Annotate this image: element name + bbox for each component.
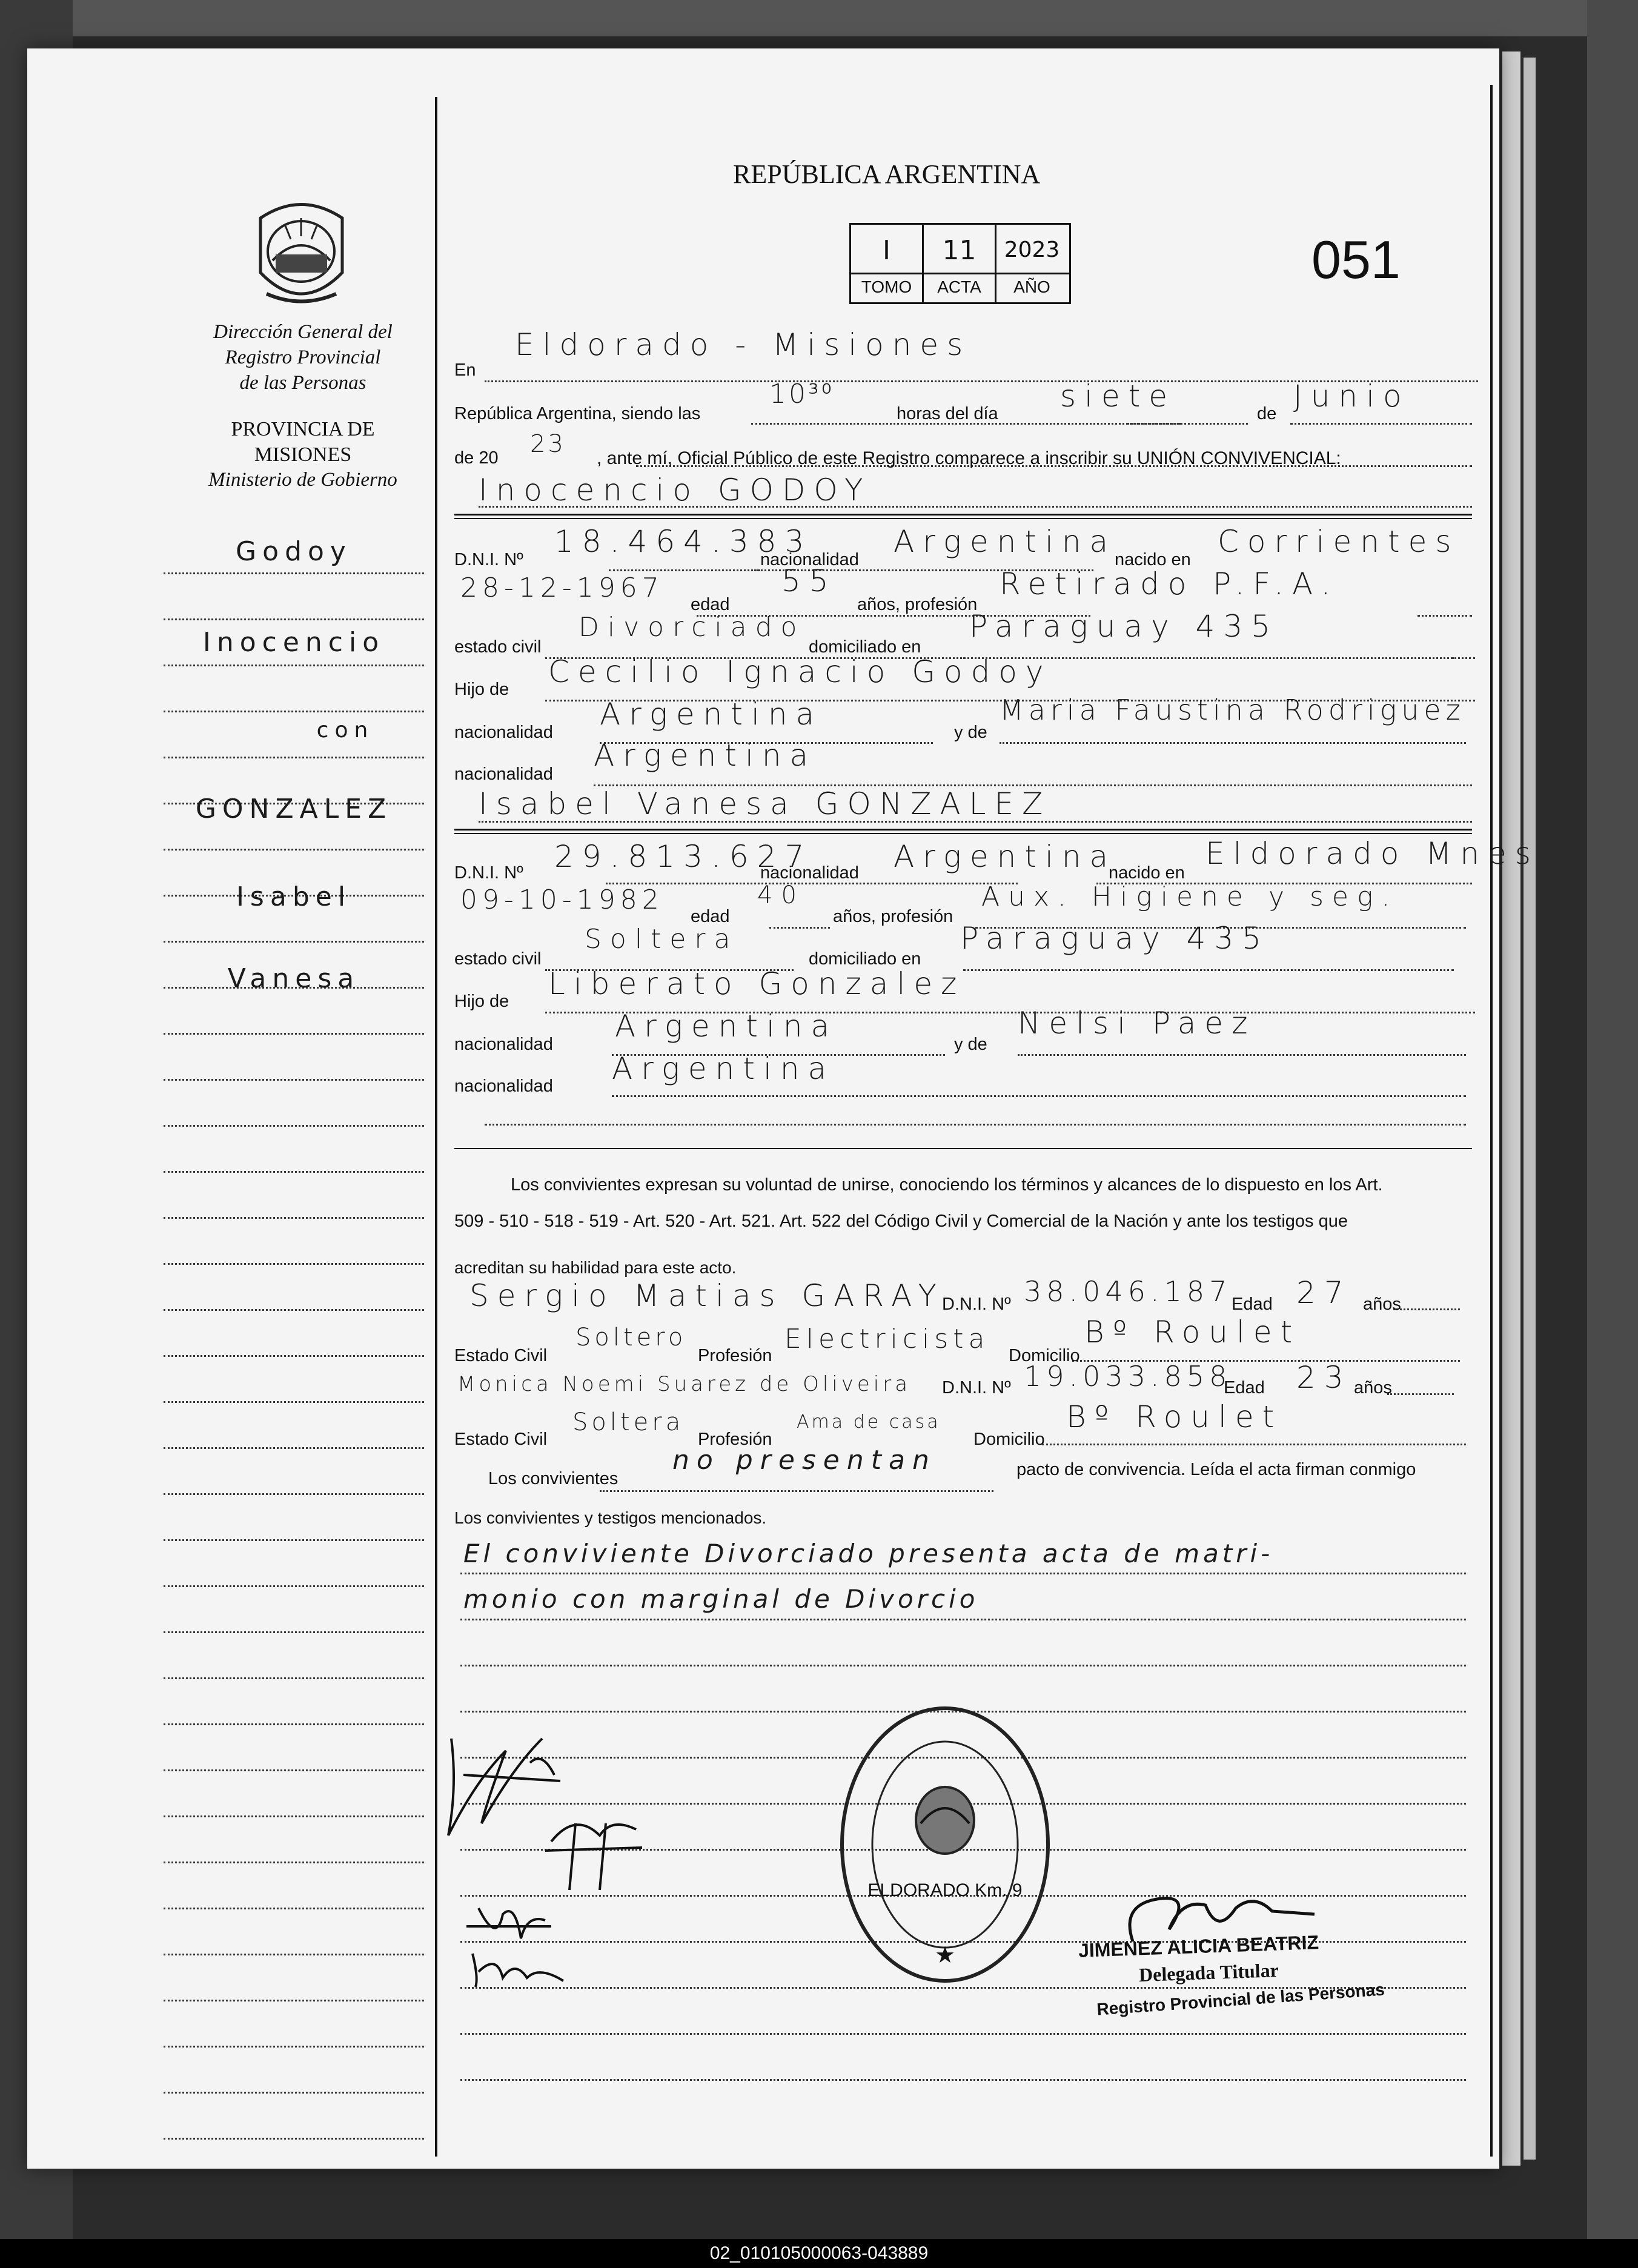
sidebar-dotted-line <box>164 1908 424 1909</box>
ministry-line: Ministerio de Gobierno <box>208 469 397 491</box>
p1-domic-label: domiciliado en <box>809 637 921 657</box>
day-field: siete <box>1060 379 1176 414</box>
fill-dotted-line <box>600 1490 993 1492</box>
p2-nacido-en-field: Eldorado Mnes <box>1205 836 1539 871</box>
fill-dotted-line <box>1387 1393 1454 1395</box>
w1-estado-label: Estado Civil <box>454 1346 548 1365</box>
sidebar-dotted-line <box>164 849 424 850</box>
w2-domicilio-field: Bº Roulet <box>1066 1399 1283 1434</box>
official-title: Delegada Titular <box>1138 1958 1279 1986</box>
p2-domicilio-field: Paraguay 435 <box>960 921 1270 956</box>
acta-value: 11 <box>942 235 976 266</box>
sidebar-dotted-line <box>164 1815 424 1817</box>
sidebar-hw-name-2: Isabel <box>236 881 352 912</box>
sidebar-hw-con: con <box>316 718 374 743</box>
p2-profesion-field: Aux. Higiene y seg. <box>981 881 1399 912</box>
frame-right-line <box>1490 85 1493 2157</box>
agency-line-3: de las Personas <box>239 372 366 394</box>
p1-profesion-label: años, profesión <box>857 595 978 614</box>
separator-2 <box>454 829 1472 831</box>
p1-nac-madre-label: nacionalidad <box>454 764 553 784</box>
w1-dni-field: 38.046.187 <box>1024 1275 1232 1308</box>
sidebar-dotted-line <box>164 2092 424 2094</box>
month-field: Junio <box>1293 379 1410 414</box>
person1-name-field: Inocencio GODOY <box>479 472 872 508</box>
fill-dotted-line <box>1127 423 1181 425</box>
sidebar-hw-surname-2: GONZALEZ <box>195 794 393 824</box>
p1-estado-label: estado civil <box>454 637 542 657</box>
p2-profesion-label: años, profesión <box>833 907 953 926</box>
sidebar-dotted-line <box>164 618 424 620</box>
p1-estado-field: Divorciado <box>579 612 806 643</box>
p1-madre-field: Maria Faustina Rodriguez <box>1000 694 1465 726</box>
fill-dotted-line <box>1018 1054 1466 1056</box>
sidebar-hw-name-3: Vanesa <box>227 963 360 994</box>
separator-3 <box>454 1148 1472 1149</box>
sidebar-dotted-line <box>164 1954 424 1955</box>
p2-nacido-label: nacido en <box>1109 863 1185 883</box>
sidebar-dotted-line <box>164 1493 424 1495</box>
fill-dotted-line <box>460 1619 1466 1620</box>
p1-fecha-nac-field: 28-12-1967 <box>460 572 664 603</box>
de-label: de <box>1257 404 1277 423</box>
p2-estado-field: Soltera <box>585 924 739 955</box>
separator-1b <box>454 518 1472 519</box>
p2-estado-label: estado civil <box>454 949 542 969</box>
sidebar-dotted-line <box>164 665 424 666</box>
fill-dotted-line <box>460 1573 1466 1574</box>
box-divider <box>849 273 1071 274</box>
sidebar-hw-surname-1: Godoy <box>236 536 352 567</box>
page-edge-2 <box>1524 58 1536 2160</box>
p2-nac-madre-label: nacionalidad <box>454 1076 553 1096</box>
w1-domicilio-field: Bº Roulet <box>1084 1315 1301 1350</box>
fill-dotted-line <box>1042 1444 1466 1445</box>
fill-dotted-line <box>460 2033 1466 2035</box>
w2-dni-label: D.N.I. Nº <box>942 1378 1011 1398</box>
frame-left-line <box>435 97 437 2157</box>
w1-edad-field: 27 <box>1296 1275 1352 1310</box>
sidebar-dotted-line <box>164 1677 424 1679</box>
fill-dotted-line <box>1290 423 1472 425</box>
w1-dni-label: D.N.I. Nº <box>942 1295 1011 1314</box>
acta-label: ACTA <box>937 277 981 296</box>
separator-1 <box>454 514 1472 516</box>
page-number: 051 <box>1311 230 1401 290</box>
p1-nac-padre-field: Argentina <box>600 697 823 732</box>
sidebar-dotted-line <box>164 1125 424 1127</box>
fill-dotted-line <box>1393 1308 1460 1310</box>
hour-field: 10³⁰ <box>769 379 835 409</box>
stamp-city: ELDORADO Km. 9 <box>867 1880 1023 1900</box>
p1-nac-madre-field: Argentina <box>594 738 817 773</box>
pacto-label: pacto de convivencia. Leída el acta firman conmigo <box>1016 1460 1416 1479</box>
signature-3-icon <box>460 1896 557 1951</box>
p2-fecha-nac-field: 09-10-1982 <box>460 884 664 915</box>
footer-image-id: 02_010105000063-043889 <box>709 2243 929 2263</box>
p2-dni-field: 29.813.627 <box>554 839 813 874</box>
anio-label: AÑO <box>1013 277 1050 296</box>
en-label: En <box>454 360 476 380</box>
p1-edad-field: 55 <box>781 563 837 598</box>
year-field: 23 <box>530 430 566 458</box>
province-emblem-icon <box>248 194 354 312</box>
registry-stamp-icon <box>836 1702 1054 1987</box>
w1-estado-field: Soltero <box>575 1324 687 1351</box>
official-office: Registro Provincial de las Personas <box>1096 1980 1385 2019</box>
sidebar-dotted-line <box>164 1631 424 1633</box>
fill-dotted-line <box>460 2079 1466 2081</box>
signature-4-icon <box>466 1948 569 1990</box>
p1-padre-field: Cecilio Ignacio Godoy <box>548 654 1052 689</box>
w1-profesion-label: Profesión <box>698 1346 772 1365</box>
w2-profesion-label: Profesión <box>698 1430 772 1449</box>
w2-estado-label: Estado Civil <box>454 1430 548 1449</box>
separator-2b <box>454 833 1472 834</box>
p1-nac-padre-label: nacionalidad <box>454 723 553 742</box>
signature-2-icon <box>539 1805 648 1896</box>
sidebar-dotted-line <box>164 1585 424 1587</box>
legal-text-line-2: 509 - 510 - 518 - 519 - Art. 520 - Art. 521. Art. 522 del Código Civil y Comercial de la Nación y ante los testigos que <box>454 1212 1348 1231</box>
official-name: JIMENEZ ALICIA BEATRIZ <box>1078 1931 1319 1961</box>
province-line-1: PROVINCIA DE <box>231 418 375 440</box>
p2-edad-field: 40 <box>757 881 805 909</box>
fill-dotted-line <box>769 927 830 929</box>
p1-yde-label: y de <box>954 723 987 742</box>
sidebar-dotted-line <box>164 2000 424 2001</box>
p1-hijo-label: Hijo de <box>454 680 509 699</box>
fill-dotted-line <box>609 569 760 571</box>
tomo-value: I <box>883 235 890 266</box>
ante-label: , ante mí, Oficial Público de este Registro comparece a inscribir su UNIÓN CONVIVENCIAL: <box>597 448 1341 468</box>
sidebar-dotted-line <box>164 711 424 712</box>
sidebar-dotted-line <box>164 1355 424 1357</box>
horas-label: horas del día <box>897 404 998 423</box>
place-field: Eldorado - Misiones <box>515 327 972 362</box>
sidebar-dotted-line <box>164 1769 424 1771</box>
w2-estado-field: Soltera <box>572 1408 685 1436</box>
fill-dotted-line <box>1418 615 1472 617</box>
agency-line-2: Registro Provincial <box>225 346 381 368</box>
fill-dotted-line <box>485 1124 1466 1126</box>
sidebar-dotted-line <box>164 1217 424 1219</box>
w2-edad-field: 23 <box>1296 1360 1352 1395</box>
person2-name-field: Isabel Vanesa GONZALEZ <box>479 786 1052 821</box>
sidebar-dotted-line <box>164 1309 424 1311</box>
anio-value: 2023 <box>1004 237 1060 262</box>
agency-line-1: Dirección General del <box>213 321 393 343</box>
legal-text-line-3: acreditan su habilidad para este acto. <box>454 1258 737 1277</box>
p1-dni-field: 18.464.383 <box>554 524 813 559</box>
sidebar-dotted-line <box>164 757 424 758</box>
w2-dni-field: 19.033.858 <box>1024 1360 1232 1393</box>
province-line-2: MISIONES <box>254 443 352 466</box>
sidebar-dotted-line <box>164 1171 424 1173</box>
sidebar-hw-name-1: Inocencio <box>202 627 385 658</box>
w2-domicilio-label: Domicilio <box>973 1430 1045 1449</box>
p1-domicilio-field: Paraguay 435 <box>969 609 1279 644</box>
p2-domic-label: domiciliado en <box>809 949 921 969</box>
w1-edad-label: Edad <box>1232 1295 1273 1314</box>
pacto-field: no presentan <box>672 1445 937 1476</box>
country-title: REPÚBLICA ARGENTINA <box>733 159 1041 189</box>
w2-anios-label: años <box>1354 1378 1392 1398</box>
p2-nac-label: nacionalidad <box>760 863 859 883</box>
sidebar-dotted-line <box>164 1447 424 1449</box>
p2-madre-field: Nelsi Paez <box>1018 1006 1256 1041</box>
p2-nacionalidad-field: Argentina <box>894 839 1117 874</box>
p2-dni-label: D.N.I. Nº <box>454 863 523 883</box>
republica-label: República Argentina, siendo las <box>454 404 701 423</box>
sidebar-dotted-line <box>164 941 424 943</box>
p1-nacionalidad-field: Argentina <box>894 524 1117 559</box>
sidebar-dotted-line <box>164 1079 424 1081</box>
w1-name-field: Sergio Matias GARAY <box>469 1278 945 1313</box>
sidebar-dotted-line <box>164 1033 424 1035</box>
sidebar-dotted-line <box>164 2046 424 2047</box>
p1-profesion-field: Retirado P.F.A. <box>1000 566 1339 602</box>
fill-dotted-line <box>963 969 1454 971</box>
page-edge <box>1502 51 1520 2166</box>
p2-hijo-label: Hijo de <box>454 992 509 1011</box>
sidebar-dotted-line <box>164 1723 424 1725</box>
svg-text:★: ★ <box>934 1943 956 1968</box>
p1-nacido-label: nacido en <box>1115 550 1191 569</box>
de20-label: de 20 <box>454 448 499 468</box>
fill-dotted-line <box>612 1095 1466 1097</box>
p2-nac-padre-field: Argentina <box>615 1009 838 1044</box>
note-line-2: monio con marginal de Divorcio <box>463 1584 979 1614</box>
p2-nac-padre-label: nacionalidad <box>454 1035 553 1054</box>
p2-yde-label: y de <box>954 1035 987 1054</box>
sidebar-dotted-line <box>164 1539 424 1541</box>
p1-nacido-en-field: Corrientes <box>1218 524 1460 559</box>
p1-nac-label: nacionalidad <box>760 550 859 569</box>
sidebar-dotted-line <box>164 1862 424 1863</box>
background-top <box>0 0 1638 36</box>
sidebar-dotted-line <box>164 572 424 574</box>
p2-edad-label: edad <box>691 907 730 926</box>
w1-domicilio-label: Domicilio <box>1009 1346 1080 1365</box>
p2-nac-madre-field: Argentina <box>612 1051 835 1086</box>
w1-profesion-field: Electricista <box>784 1324 990 1354</box>
sidebar-dotted-line <box>164 2138 424 2140</box>
fill-dotted-line <box>460 1665 1466 1666</box>
w2-edad-label: Edad <box>1224 1378 1265 1398</box>
tomo-label: TOMO <box>861 277 912 296</box>
sidebar-dotted-line <box>164 1263 424 1265</box>
p2-padre-field: Liberato Gonzalez <box>548 966 966 1001</box>
fill-dotted-line <box>1000 742 1466 744</box>
sidebar-dotted-line <box>164 1401 424 1403</box>
background-right <box>1587 0 1638 2268</box>
note-line-1: El conviviente Divorciado presenta acta de matri- <box>463 1539 1274 1568</box>
w2-profesion-field: Ama de casa <box>797 1411 941 1433</box>
w1-anios-label: años <box>1363 1295 1401 1314</box>
p1-dni-label: D.N.I. Nº <box>454 550 523 569</box>
testigos-line: Los convivientes y testigos mencionados. <box>454 1508 767 1527</box>
p1-edad-label: edad <box>691 595 730 614</box>
legal-text-line-1: Los convivientes expresan su voluntad de unirse, conociendo los términos y alcances de lo dispuesto en los Art. <box>511 1175 1383 1195</box>
w2-name-field: Monica Noemi Suarez de Oliveira <box>457 1372 912 1396</box>
los-convivientes-label: Los convivientes <box>488 1469 618 1488</box>
